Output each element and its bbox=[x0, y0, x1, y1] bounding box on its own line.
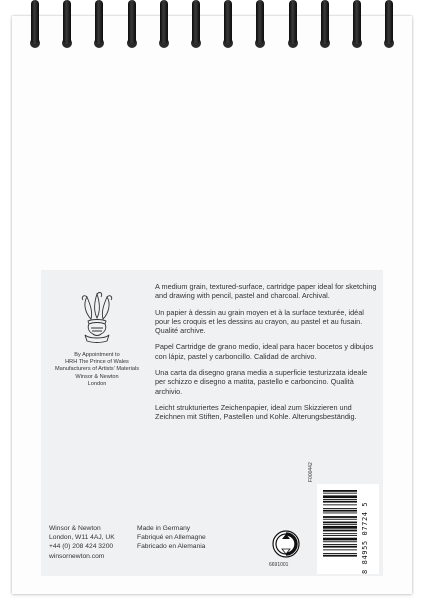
product-description bbox=[155, 282, 379, 429]
warrant-line: Winsor & Newton bbox=[75, 373, 119, 380]
barcode-bar bbox=[323, 493, 357, 494]
product-label bbox=[41, 270, 383, 576]
spiral-coil bbox=[318, 0, 332, 50]
company-phone: +44 (0) 208 424 3200 bbox=[49, 543, 114, 551]
barcode bbox=[317, 484, 379, 574]
spiral-coil bbox=[60, 0, 74, 50]
description-spanish: Papel Cartridge de grano medio, ideal para hacer bocetos y dibujos con lápiz, pastel y carboncillo. Calidad de archivo. bbox=[155, 342, 374, 361]
barcode-bar bbox=[323, 526, 357, 529]
spiral-coil bbox=[382, 0, 396, 50]
barcode-bar bbox=[323, 538, 357, 541]
description-italian: Una carta da disegno grana media a superficie testurizzata ideale per schizzo e disegno a matita, pastello e carboncino. Qualità archivio. bbox=[155, 368, 368, 396]
spiral-coil bbox=[189, 0, 203, 50]
barcode-digits: 8 84955 07724 5 bbox=[361, 501, 369, 574]
company-info bbox=[49, 524, 139, 561]
description-french: Un papier à dessin au grain moyen et à la surface texturée, idéal pour les croquis et les dessins au crayon, au pastel et au fusain. Qualité archive. bbox=[155, 307, 364, 336]
description-german: Leicht strukturiertes Zeichenpapier, ideal zum Skizzieren und Zeichnen mit Stiften, Pastellen und Kohle. Alterungsbeständig. bbox=[155, 402, 357, 422]
barcode-bars bbox=[323, 490, 359, 570]
prince-of-wales-feathers-icon bbox=[61, 288, 133, 348]
spiral-coil bbox=[125, 0, 139, 50]
barcode-bar bbox=[323, 541, 357, 542]
product-code: 6691001 bbox=[269, 562, 289, 568]
barcode-bar bbox=[323, 490, 357, 492]
spiral-coil bbox=[92, 0, 106, 50]
spiral-coil bbox=[350, 0, 364, 50]
barcode-bar bbox=[323, 501, 357, 503]
warrant-line: Manufacturers of Artists' Materials bbox=[54, 366, 140, 373]
barcode-bar bbox=[323, 544, 357, 545]
barcode-bar bbox=[323, 522, 357, 524]
barcode-bar bbox=[323, 510, 357, 512]
barcode-bar bbox=[323, 504, 357, 505]
spiral-coil bbox=[253, 0, 267, 50]
origin-spanish: Fabricado en Alemania bbox=[137, 543, 206, 551]
barcode-bar bbox=[323, 546, 357, 548]
barcode-bar bbox=[323, 508, 357, 509]
spiral-coil bbox=[221, 0, 235, 50]
barcode-bar bbox=[323, 530, 357, 532]
description-english: A medium grain, textured-surface, cartridge paper ideal for sketching and drawing with pencil, pastel and charcoal. Archival. bbox=[155, 282, 377, 301]
barcode-bar bbox=[323, 516, 357, 518]
royal-warrant-text bbox=[47, 352, 147, 388]
spiral-coil bbox=[157, 0, 171, 50]
barcode-bar bbox=[323, 513, 357, 514]
green-dot-recycle-icon bbox=[272, 530, 300, 558]
barcode-bar bbox=[323, 553, 357, 554]
company-address: London, W11 4AJ, UK bbox=[49, 534, 115, 542]
spiral-coil bbox=[28, 0, 42, 50]
origin-french: Fabriqué en Allemagne bbox=[137, 534, 206, 542]
origin-english: Made in Germany bbox=[137, 525, 191, 532]
barcode-bar bbox=[323, 535, 357, 536]
warrant-line: London bbox=[87, 380, 107, 387]
barcode-bar bbox=[323, 524, 357, 525]
company-name: Winsor & Newton bbox=[49, 525, 101, 532]
barcode-bar bbox=[323, 499, 357, 500]
barcode-bar bbox=[323, 495, 357, 498]
spiral-coil bbox=[286, 0, 300, 50]
barcode-bar bbox=[323, 533, 357, 534]
company-website: winsornewton.com bbox=[49, 552, 105, 560]
warrant-line: By Appointment to bbox=[74, 352, 120, 358]
barcode-bar bbox=[323, 519, 357, 520]
country-of-origin bbox=[137, 524, 237, 552]
barcode-bar bbox=[323, 555, 357, 557]
barcode-bar bbox=[323, 549, 357, 550]
batch-code: F000442 bbox=[308, 462, 314, 482]
warrant-line: HRH The Prince of Wales bbox=[65, 359, 129, 366]
spiral-binding bbox=[28, 0, 396, 50]
